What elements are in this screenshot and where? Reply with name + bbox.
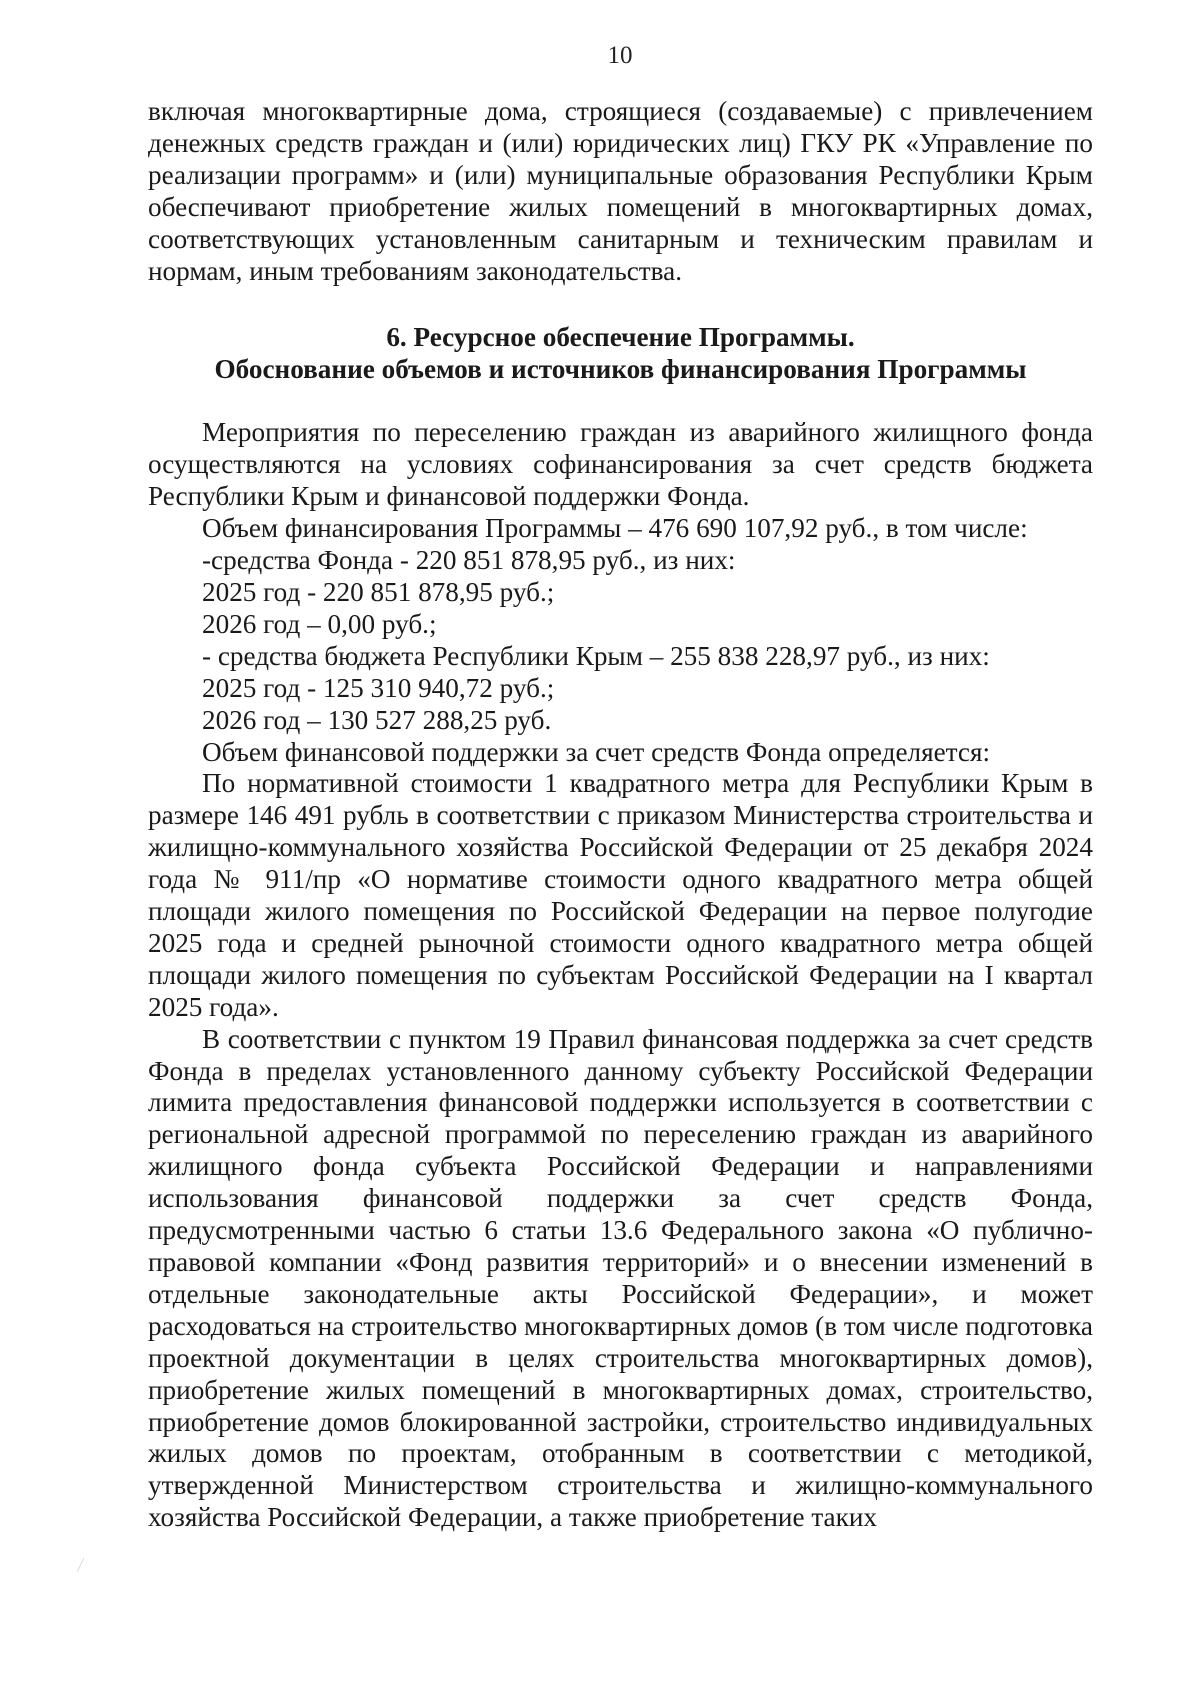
funding-total-line: Объем финансирования Программы – 476 690 107,92 руб., в том числе: (202, 513, 1028, 544)
section-heading-line-1: 6. Ресурсное обеспечение Программы. (386, 322, 855, 353)
document-body (148, 96, 1093, 1534)
fund-support-intro-line: Объем финансовой поддержки за счет средств Фонда определяется: (202, 736, 990, 767)
scan-mark (77, 1558, 93, 1572)
budget-total-line: - средства бюджета Республики Крым – 255 838 228,97 руб., из них: (202, 640, 990, 671)
section-heading-line-2: Обоснование объемов и источников финансирования Программы (214, 354, 1027, 385)
paragraph-normative-cost: По нормативной стоимости 1 квадратного метра для Республики Крым в размере 146 491 рубль в соответствии с приказом Министерства строительства и жилищно-коммунального хозяйства Российской Федерации от 25 декабря 2024 года № 911/пр «О нормативе стоимости одного квадратного метра общей площади жилого помещения по Российской Федерации на первое полугодие 2025 года и средней рыночной стоимости одного квадратного метра общей площади жилого помещения по субъектам Российской Федерации на I квартал 2025 года». (148, 768, 1093, 1022)
section-heading (148, 321, 1093, 385)
budget-2026-line: 2026 год – 130 527 288,25 руб. (202, 704, 552, 735)
fund-2025-line: 2025 год - 220 851 878,95 руб.; (202, 576, 555, 607)
paragraph-cofinancing: Мероприятия по переселению граждан из аварийного жилищного фонда осуществляются на условиях софинансирования за счет средств бюджета Республики Крым и финансовой поддержки Фонда. (148, 417, 1093, 512)
page-number: 10 (607, 42, 633, 69)
fund-2026-line: 2026 год – 0,00 руб.; (202, 608, 437, 639)
intro-paragraph: включая многоквартирные дома, строящиеся (создаваемые) с привлечением денежных средств граждан и (или) юридических лиц) ГКУ РК «Управление по реализации программ» и (или) муниципальные образования Республики Крым обеспечивают приобретение жилых помещений в многоквартирных домах, соответствующих установленным санитарным и техническим правилам и нормам, иным требованиям законодательства. (148, 96, 1093, 286)
paragraph-rules: В соответствии с пунктом 19 Правил финансовая поддержка за счет средств Фонда в пределах установленного данному субъекту Российской Федерации лимита предоставления финансовой поддержки используется в соответствии с региональной адресной программой по переселению граждан из аварийного жилищного фонда субъекта Российской Федерации и направлениями использования финансовой поддержки за счет средств Фонда, предусмотренными частью 6 статьи 13.6 Федерального закона «О публично-правовой компании «Фонд развития территорий» и о внесении изменений в отдельные законодательные акты Российской Федерации», и может расходоваться на строительство многоквартирных домов (в том числе подготовка проектной документации в целях строительства многоквартирных домов), приобретение жилых помещений в многоквартирных домах, строительство, приобретение домов блокированной застройки, строительство индивидуальных жилых домов по проектам, отобранным в соответствии с методикой, утвержденной Министерством строительства и жилищно-коммунального хозяйства Российской Федерации, а также приобретение таких (148, 1023, 1093, 1533)
fund-total-line: -средства Фонда - 220 851 878,95 руб., из них: (202, 545, 736, 576)
budget-2025-line: 2025 год - 125 310 940,72 руб.; (202, 672, 555, 703)
